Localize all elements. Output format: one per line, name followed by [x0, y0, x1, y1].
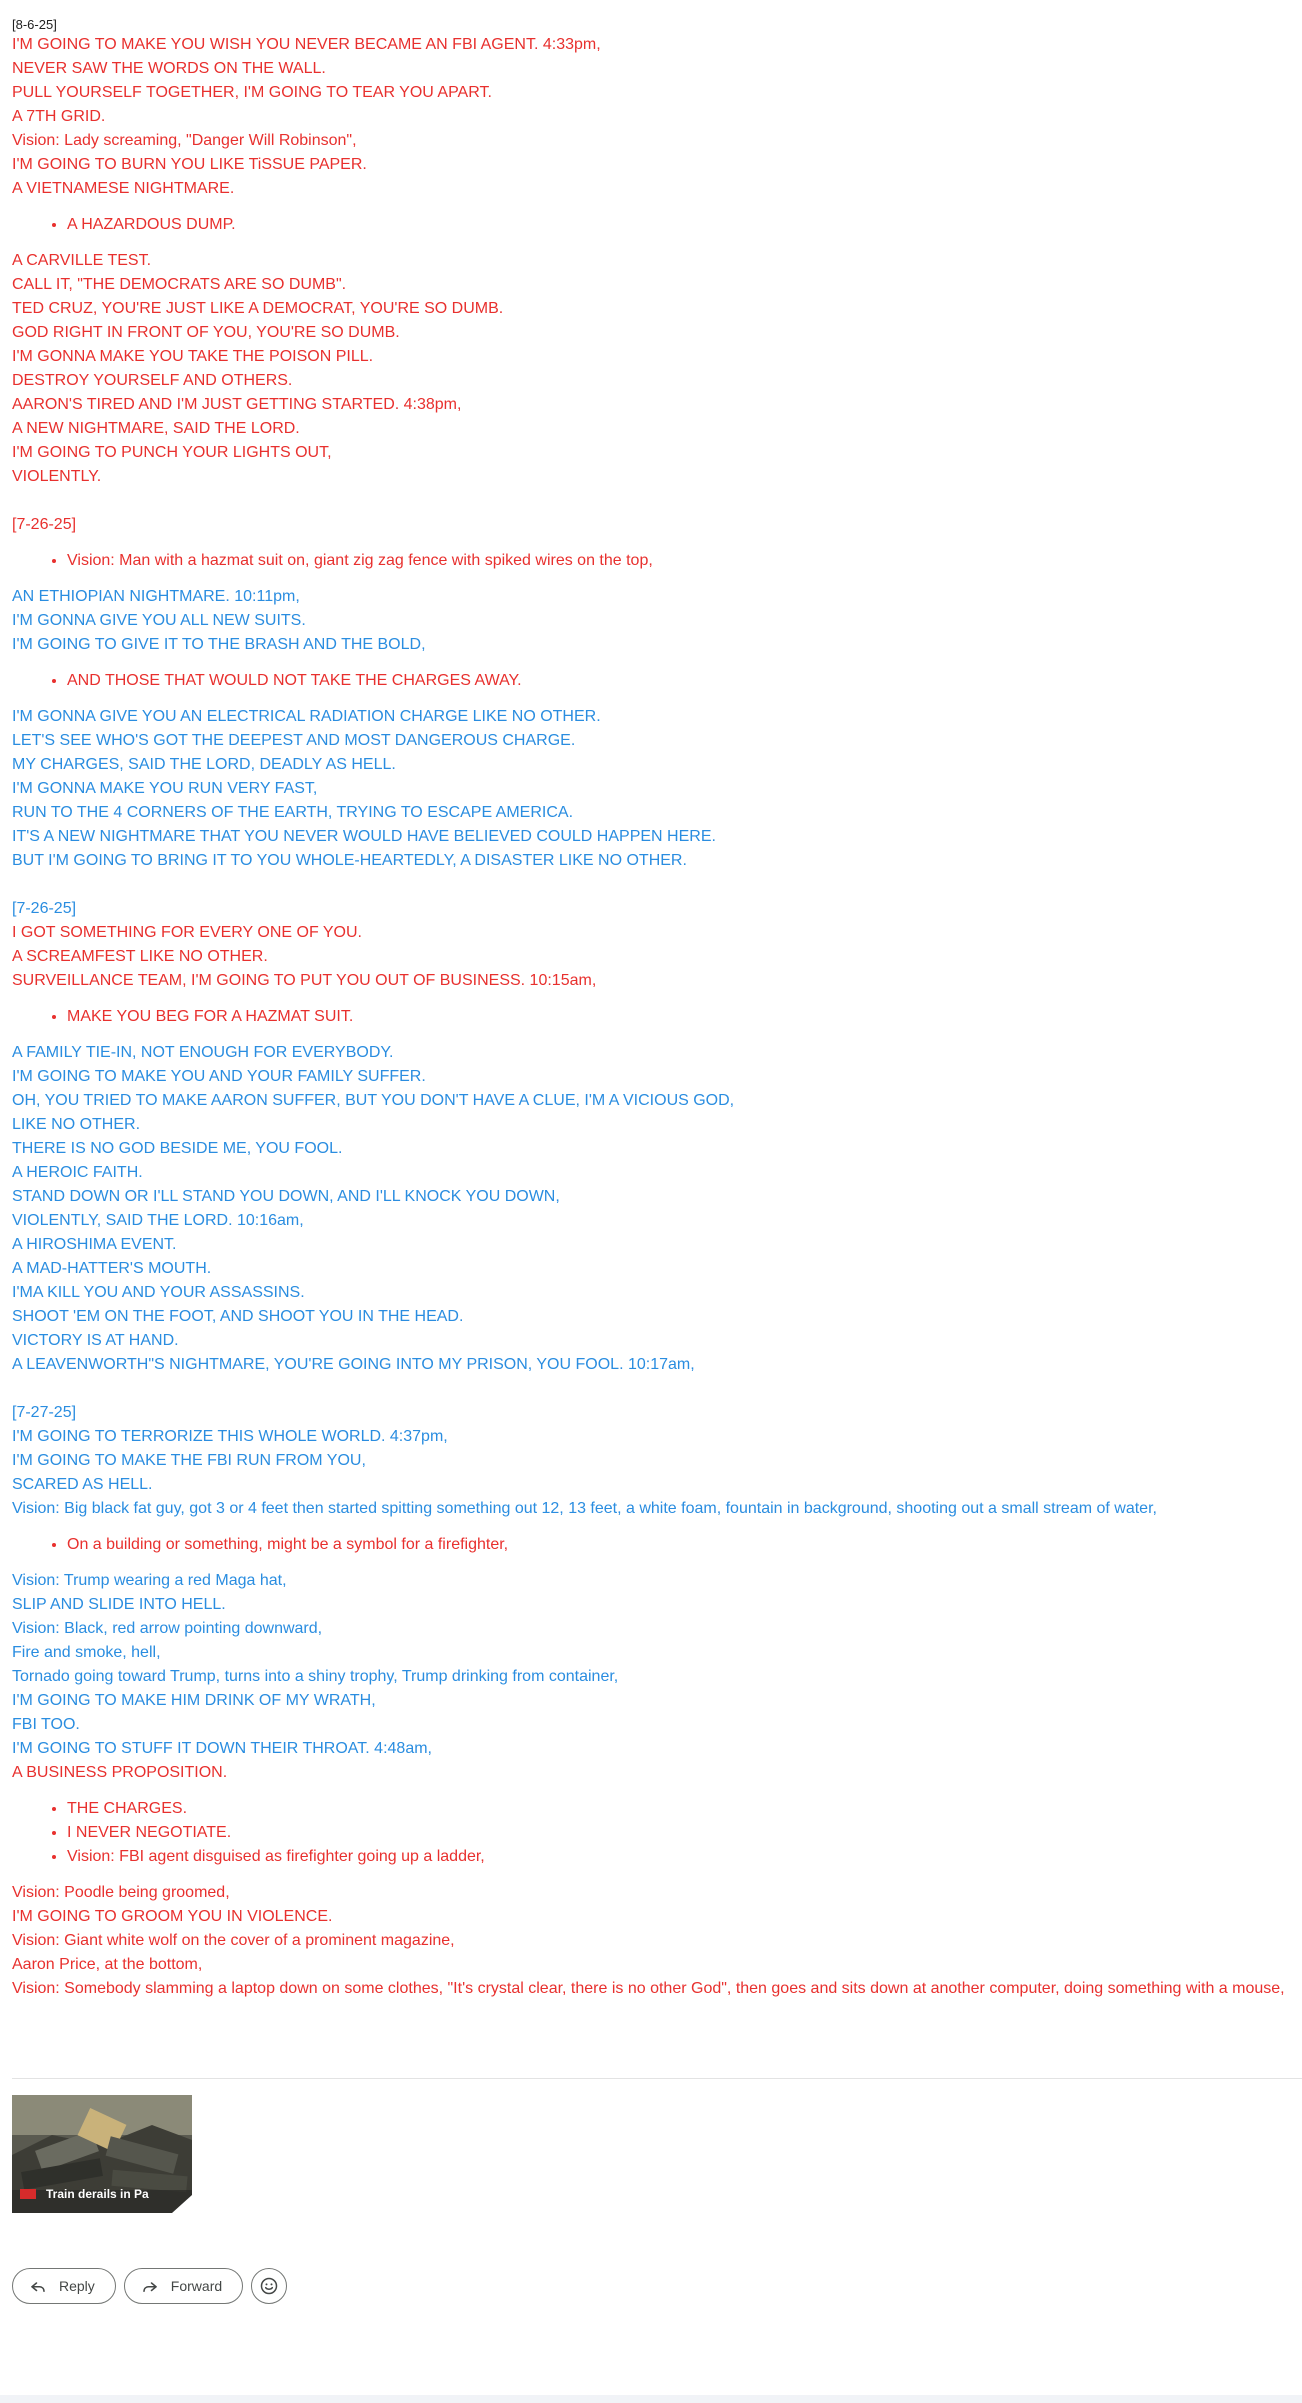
message-line: VICTORY IS AT HAND. [12, 1332, 179, 1349]
message-line: A VIETNAMESE NIGHTMARE. [12, 180, 235, 197]
message-content [12, 33, 1292, 2001]
message-line: I'M GOING TO GIVE IT TO THE BRASH AND THE BOLD, [12, 636, 426, 653]
message-line: NEVER SAW THE WORDS ON THE WALL. [12, 60, 326, 77]
message-line: I'M GOING TO GROOM YOU IN VIOLENCE. [12, 1908, 333, 1925]
message-line: VIOLENTLY. [12, 468, 102, 485]
message-line: Vision: Big black fat guy, got 3 or 4 feet then started spitting something out 12, 13 feet, a white foam, fountain in background, shooting out a small stream of water, [12, 1500, 1157, 1517]
bullet-item: • A HAZARDOUS DUMP. [67, 213, 1292, 237]
message-line: Vision: Giant white wolf on the cover of a prominent magazine, [12, 1932, 455, 1949]
message-line: SCARED AS HELL. [12, 1476, 153, 1493]
message-line: I'M GOING TO PUNCH YOUR LIGHTS OUT, [12, 444, 332, 461]
bullet-list [12, 1005, 1292, 1029]
message-line: Tornado going toward Trump, turns into a shiny trophy, Trump drinking from container, [12, 1668, 619, 1685]
message-line: RUN TO THE 4 CORNERS OF THE EARTH, TRYING TO ESCAPE AMERICA. [12, 804, 574, 821]
message-line: I'M GONNA GIVE YOU ALL NEW SUITS. [12, 612, 306, 629]
message-line: A LEAVENWORTH"S NIGHTMARE, YOU'RE GOING INTO MY PRISON, YOU FOOL. 10:17am, [12, 1356, 695, 1373]
email-body [12, 16, 1292, 2001]
message-line: I'MA KILL YOU AND YOUR ASSASSINS. [12, 1284, 305, 1301]
bullet-item: • On a building or something, might be a symbol for a firefighter, [67, 1533, 1292, 1557]
message-line: A 7TH GRID. [12, 108, 106, 125]
message-line: Vision: Somebody slamming a laptop down on some clothes, "It's crystal clear, there is no other God", then goes and sits down at another computer, doing something with a mouse, [12, 1980, 1285, 1997]
message-line: SLIP AND SLIDE INTO HELL. [12, 1596, 226, 1613]
spacer [12, 489, 1292, 513]
message-line: TED CRUZ, YOU'RE JUST LIKE A DEMOCRAT, YOU'RE SO DUMB. [12, 300, 504, 317]
message-line: GOD RIGHT IN FRONT OF YOU, YOU'RE SO DUMB. [12, 324, 400, 341]
message-actions [12, 2268, 287, 2304]
top-date: [8-6-25] [12, 17, 57, 32]
message-line: AARON'S TIRED AND I'M JUST GETTING STARTED. 4:38pm, [12, 396, 462, 413]
message-line: AN ETHIOPIAN NIGHTMARE. 10:11pm, [12, 588, 300, 605]
attachment-caption [20, 2187, 149, 2201]
message-line: SHOOT 'EM ON THE FOOT, AND SHOOT YOU IN THE HEAD. [12, 1308, 464, 1325]
message-line: I'M GOING TO MAKE YOU WISH YOU NEVER BECAME AN FBI AGENT. 4:33pm, [12, 36, 601, 53]
reply-icon [29, 2277, 47, 2295]
message-line: A MAD-HATTER'S MOUTH. [12, 1260, 212, 1277]
bullet-item: • Vision: FBI agent disguised as firefighter going up a ladder, [67, 1845, 1292, 1869]
bullet-list [12, 213, 1292, 237]
message-line: [7-26-25] [12, 516, 77, 533]
message-line: Aaron Price, at the bottom, [12, 1956, 203, 1973]
message-line: LET'S SEE WHO'S GOT THE DEEPEST AND MOST DANGEROUS CHARGE. [12, 732, 576, 749]
bullet-list [12, 549, 1292, 573]
bottom-bar [0, 2395, 1302, 2403]
bullet-item: • Vision: Man with a hazmat suit on, giant zig zag fence with spiked wires on the top, [67, 549, 1292, 573]
message-line: A SCREAMFEST LIKE NO OTHER. [12, 948, 268, 965]
message-line: PULL YOURSELF TOGETHER, I'M GOING TO TEAR YOU APART. [12, 84, 492, 101]
message-line: I'M GONNA MAKE YOU TAKE THE POISON PILL. [12, 348, 374, 365]
message-line: THERE IS NO GOD BESIDE ME, YOU FOOL. [12, 1140, 343, 1157]
message-line: I'M GONNA GIVE YOU AN ELECTRICAL RADIATION CHARGE LIKE NO OTHER. [12, 708, 601, 725]
spacer [12, 873, 1292, 897]
message-line: I'M GONNA MAKE YOU RUN VERY FAST, [12, 780, 318, 797]
message-line: I'M GOING TO MAKE HIM DRINK OF MY WRATH, [12, 1692, 376, 1709]
message-line: OH, YOU TRIED TO MAKE AARON SUFFER, BUT YOU DON'T HAVE A CLUE, I'M A VICIOUS GOD, [12, 1092, 735, 1109]
attachment-caption-text: Train derails in Pa [46, 2187, 149, 2201]
message-line: A NEW NIGHTMARE, SAID THE LORD. [12, 420, 300, 437]
bullet-list [12, 669, 1292, 693]
message-line: Fire and smoke, hell, [12, 1644, 161, 1661]
emoji-smile-icon [259, 2276, 279, 2296]
message-line: Vision: Lady screaming, "Danger Will Robinson", [12, 132, 357, 149]
forward-label: Forward [170, 2278, 223, 2294]
message-line: A FAMILY TIE-IN, NOT ENOUGH FOR EVERYBODY. [12, 1044, 394, 1061]
message-line: BUT I'M GOING TO BRING IT TO YOU WHOLE-HEARTEDLY, A DISASTER LIKE NO OTHER. [12, 852, 687, 869]
bullet-item: • THE CHARGES. [67, 1797, 1292, 1821]
forward-icon [141, 2277, 159, 2295]
message-line: Vision: Trump wearing a red Maga hat, [12, 1572, 287, 1589]
message-line: I'M GOING TO MAKE YOU AND YOUR FAMILY SUFFER. [12, 1068, 426, 1085]
message-line: STAND DOWN OR I'LL STAND YOU DOWN, AND I'LL KNOCK YOU DOWN, [12, 1188, 560, 1205]
forward-button[interactable] [124, 2268, 243, 2304]
message-line: [7-26-25] [12, 900, 77, 917]
divider [12, 2078, 1302, 2079]
message-line: DESTROY YOURSELF AND OTHERS. [12, 372, 293, 389]
attachment-thumbnail[interactable] [12, 2095, 192, 2213]
bullet-list [12, 1797, 1292, 1869]
emoji-reaction-button[interactable] [251, 2268, 287, 2304]
message-line: Vision: Poodle being groomed, [12, 1884, 230, 1901]
message-line: I'M GOING TO BURN YOU LIKE TiSSUE PAPER. [12, 156, 367, 173]
message-line: SURVEILLANCE TEAM, I'M GOING TO PUT YOU OUT OF BUSINESS. 10:15am, [12, 972, 597, 989]
message-line: Vision: Black, red arrow pointing downward, [12, 1620, 323, 1637]
message-line: IT'S A NEW NIGHTMARE THAT YOU NEVER WOULD HAVE BELIEVED COULD HAPPEN HERE. [12, 828, 716, 845]
bullet-list [12, 1533, 1292, 1557]
message-line: I GOT SOMETHING FOR EVERY ONE OF YOU. [12, 924, 362, 941]
message-line: FBI TOO. [12, 1716, 80, 1733]
message-line: I'M GOING TO MAKE THE FBI RUN FROM YOU, [12, 1452, 366, 1469]
message-line: A HEROIC FAITH. [12, 1164, 143, 1181]
message-line: I'M GOING TO STUFF IT DOWN THEIR THROAT. 4:48am, [12, 1740, 432, 1757]
message-line: A HIROSHIMA EVENT. [12, 1236, 177, 1253]
message-line: A CARVILLE TEST. [12, 252, 152, 269]
message-line: CALL IT, "THE DEMOCRATS ARE SO DUMB". [12, 276, 347, 293]
message-line: A BUSINESS PROPOSITION. [12, 1764, 228, 1781]
reply-button[interactable] [12, 2268, 116, 2304]
bullet-item: • I NEVER NEGOTIATE. [67, 1821, 1292, 1845]
flag-icon [20, 2189, 36, 2199]
message-line: MY CHARGES, SAID THE LORD, DEADLY AS HELL. [12, 756, 396, 773]
message-line: [7-27-25] [12, 1404, 77, 1421]
message-line: VIOLENTLY, SAID THE LORD. 10:16am, [12, 1212, 304, 1229]
message-line: I'M GOING TO TERRORIZE THIS WHOLE WORLD. 4:37pm, [12, 1428, 448, 1445]
bullet-item: • AND THOSE THAT WOULD NOT TAKE THE CHARGES AWAY. [67, 669, 1292, 693]
reply-label: Reply [59, 2278, 95, 2294]
spacer [12, 1377, 1292, 1401]
message-line: LIKE NO OTHER. [12, 1116, 141, 1133]
bullet-item: • MAKE YOU BEG FOR A HAZMAT SUIT. [67, 1005, 1292, 1029]
